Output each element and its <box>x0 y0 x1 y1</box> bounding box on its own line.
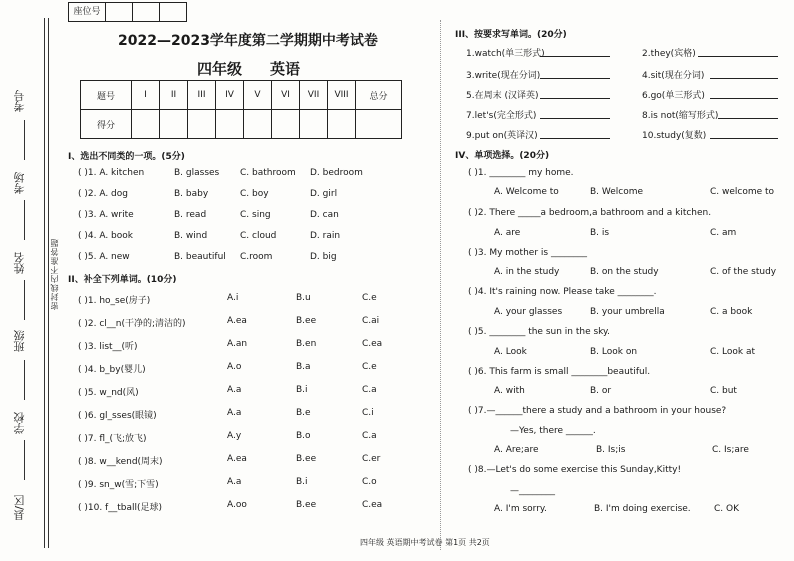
section-1-heading: I、选出不同类的一项。(5分) <box>68 152 185 162</box>
option-b: B. Welcome <box>590 187 644 197</box>
seat-cell[interactable] <box>106 3 133 21</box>
score-cell[interactable] <box>244 110 272 139</box>
question-number: ( )1. ho_se(房子) <box>78 296 151 306</box>
score-row-label: 得分 <box>81 110 132 139</box>
score-header: IV <box>216 81 244 110</box>
section-2-heading: II、补全下列单词。(10分) <box>68 275 177 285</box>
option-a: A. Look <box>494 347 527 357</box>
option-a: A. with <box>494 386 525 396</box>
side-blank[interactable] <box>24 280 25 320</box>
answer-blank[interactable] <box>540 138 610 139</box>
side-blank[interactable] <box>24 200 25 240</box>
option-a: A.oo <box>227 500 247 510</box>
option-b: B.ee <box>296 500 317 510</box>
side-label-exam-room: 考场 <box>13 172 26 194</box>
question-number: ( )6. gl_sses(眼镜) <box>78 411 157 421</box>
score-table <box>80 80 402 139</box>
seat-label: 座位号 <box>69 3 106 21</box>
score-cell[interactable] <box>188 110 216 139</box>
grade-label: 四年级 <box>197 60 243 78</box>
answer-blank[interactable] <box>710 98 778 99</box>
answer-blank[interactable] <box>710 78 778 79</box>
option-a: A.ea <box>227 316 247 326</box>
option-a: A.ea <box>227 454 247 464</box>
option-a: A. your glasses <box>494 307 563 317</box>
option-a: A.o <box>227 362 242 372</box>
option-b: B.en <box>296 339 317 349</box>
word-task: 1.watch(单三形式) <box>466 49 545 59</box>
word-task: 6.go(单三形式) <box>642 91 705 101</box>
option-c: C.ea <box>362 500 383 510</box>
side-blank[interactable] <box>24 120 25 160</box>
question-number: ( )4. b_by(婴儿) <box>78 365 146 375</box>
answer-blank[interactable] <box>540 118 610 119</box>
option-c: C. welcome to <box>710 187 775 197</box>
option-d: D. girl <box>310 189 338 199</box>
option-b: B. I'm doing exercise. <box>594 504 691 514</box>
question-number: ( )5. A. new <box>78 252 130 262</box>
option-b: B.e <box>296 408 311 418</box>
option-c: C. but <box>710 386 737 396</box>
option-b: B. beautiful <box>174 252 226 262</box>
option-c: C.e <box>362 293 377 303</box>
score-cell[interactable] <box>216 110 244 139</box>
score-header: 总分 <box>356 81 402 110</box>
option-a: A. are <box>494 228 521 238</box>
word-task: 10.study(复数) <box>642 131 707 141</box>
option-a: A.a <box>227 408 242 418</box>
answer-blank[interactable] <box>718 118 778 119</box>
question-number: ( )5. w_nd(风) <box>78 388 139 398</box>
option-c: C. Is;are <box>712 445 749 455</box>
option-a: A.i <box>227 293 239 303</box>
question-number: ( )9. sn_w(雪;下雪) <box>78 480 159 490</box>
option-c: C.ai <box>362 316 380 326</box>
word-task: 7.let's(完全形式) <box>466 111 537 121</box>
option-d: D. can <box>310 210 339 220</box>
option-c: C.a <box>362 385 377 395</box>
option-b: B. Is;is <box>596 445 626 455</box>
side-label-class: 班级 <box>13 330 26 352</box>
binding-line <box>44 18 45 548</box>
mc-question: ( )5. ________ the sun in the sky. <box>468 327 610 337</box>
column-divider <box>440 20 441 550</box>
option-a: A.a <box>227 385 242 395</box>
mc-question-reply: —________ <box>510 486 555 496</box>
option-c: C. sing <box>240 210 271 220</box>
option-d: D. bedroom <box>310 168 363 178</box>
score-cell[interactable] <box>356 110 402 139</box>
option-b: B. or <box>590 386 612 396</box>
seal-line-notice: 密封线内不准答题 <box>50 238 59 310</box>
question-number: ( )7. fl_(飞;放飞) <box>78 434 147 444</box>
score-cell[interactable] <box>132 110 160 139</box>
question-number: ( )2. cl__n(干净的;清洁的) <box>78 319 186 329</box>
side-label-district: 县/区 <box>13 495 26 521</box>
option-a: A. in the study <box>494 267 560 277</box>
question-number: ( )3. A. write <box>78 210 134 220</box>
score-header: II <box>160 81 188 110</box>
option-c: C. am <box>710 228 737 238</box>
score-header: VII <box>300 81 328 110</box>
option-c: C. Look at <box>710 347 755 357</box>
answer-blank[interactable] <box>698 56 778 57</box>
option-b: B.ee <box>296 316 317 326</box>
option-a: A. Welcome to <box>494 187 559 197</box>
side-label-school: 学校 <box>13 412 26 434</box>
option-b: B. glasses <box>174 168 220 178</box>
side-blank[interactable] <box>24 440 25 480</box>
option-b: B.ee <box>296 454 317 464</box>
page-footer: 四年级 英语期中考试卷 第1页 共2页 <box>360 538 490 547</box>
mc-question: ( )1. ________ my home. <box>468 168 574 178</box>
mc-question-reply: —Yes, there ______. <box>510 426 596 436</box>
word-task: 8.is not(缩写形式) <box>642 111 719 121</box>
word-task: 2.they(宾格) <box>642 49 696 59</box>
option-c: C.room <box>240 252 273 262</box>
option-a: A. I'm sorry. <box>494 504 547 514</box>
answer-blank[interactable] <box>540 98 610 99</box>
word-task: 4.sit(现在分词) <box>642 71 705 81</box>
section-3-heading: III、按要求写单词。(20分) <box>455 30 567 40</box>
mc-question: ( )7.—______there a study and a bathroom in your house? <box>468 406 727 416</box>
score-header: I <box>132 81 160 110</box>
question-number: ( )3. list__(听) <box>78 342 138 352</box>
option-b: B. on the study <box>590 267 659 277</box>
question-number: ( )10. f__tball(足球) <box>78 503 163 513</box>
option-c: C. cloud <box>240 231 277 241</box>
question-number: ( )2. A. dog <box>78 189 128 199</box>
answer-blank[interactable] <box>710 138 778 139</box>
option-c: C.ea <box>362 339 383 349</box>
side-label-name: 姓名 <box>13 252 26 274</box>
answer-blank[interactable] <box>540 56 610 57</box>
option-b: B. wind <box>174 231 208 241</box>
option-c: C.a <box>362 431 377 441</box>
mc-question: ( )8.—Let's do some exercise this Sunday,Kitty! <box>468 465 682 475</box>
side-label-exam-number: 考号 <box>13 90 26 112</box>
seat-cell[interactable] <box>160 3 186 21</box>
option-b: B. your umbrella <box>590 307 665 317</box>
option-a: A.y <box>227 431 242 441</box>
option-c: C.o <box>362 477 377 487</box>
option-a: A.an <box>227 339 248 349</box>
option-d: D. big <box>310 252 337 262</box>
option-c: C. bathroom <box>240 168 296 178</box>
option-b: B. read <box>174 210 207 220</box>
word-task: 3.write(现在分词) <box>466 71 541 81</box>
subject-label: 英语 <box>270 60 301 78</box>
option-c: C.i <box>362 408 374 418</box>
option-b: B. is <box>590 228 610 238</box>
score-cell[interactable] <box>272 110 300 139</box>
score-cell[interactable] <box>300 110 328 139</box>
question-number: ( )1. A. kitchen <box>78 168 145 178</box>
question-number: ( )8. w__kend(周末) <box>78 457 163 467</box>
score-header: V <box>244 81 272 110</box>
score-header: VIII <box>328 81 356 110</box>
score-cell[interactable] <box>328 110 356 139</box>
option-b: B. Look on <box>590 347 638 357</box>
option-b: B.a <box>296 362 311 372</box>
score-header: VI <box>272 81 300 110</box>
answer-blank[interactable] <box>540 78 610 79</box>
option-c: C.e <box>362 362 377 372</box>
exam-title: 2022—2023学年度第二学期期中考试卷 <box>118 33 378 49</box>
option-c: C. a book <box>710 307 753 317</box>
option-c: C. of the study <box>710 267 777 277</box>
mc-question: ( )4. It's raining now. Please take ________. <box>468 287 657 297</box>
option-c: C.er <box>362 454 381 464</box>
option-a: A. Are;are <box>494 445 539 455</box>
mc-question: ( )2. There _____a bedroom,a bathroom and a kitchen. <box>468 208 712 218</box>
score-header: III <box>188 81 216 110</box>
option-c: C. boy <box>240 189 269 199</box>
option-b: B.u <box>296 293 311 303</box>
score-cell[interactable] <box>160 110 188 139</box>
section-4-heading: IV、单项选择。(20分) <box>455 151 550 161</box>
score-header: 题号 <box>81 81 132 110</box>
option-b: B.o <box>296 431 311 441</box>
question-number: ( )4. A. book <box>78 231 133 241</box>
word-task: 9.put on(英译汉) <box>466 131 538 141</box>
option-b: B. baby <box>174 189 209 199</box>
option-b: B.i <box>296 385 308 395</box>
mc-question: ( )6. This farm is small ________beautiful. <box>468 367 651 377</box>
option-d: D. rain <box>310 231 341 241</box>
option-c: C. OK <box>714 504 739 514</box>
word-task: 5.在周末 (汉译英) <box>466 91 539 101</box>
option-a: A.a <box>227 477 242 487</box>
option-b: B.i <box>296 477 308 487</box>
seat-cell[interactable] <box>133 3 160 21</box>
side-blank[interactable] <box>24 360 25 400</box>
seat-number-box <box>68 2 187 22</box>
mc-question: ( )3. My mother is ________ <box>468 248 587 258</box>
